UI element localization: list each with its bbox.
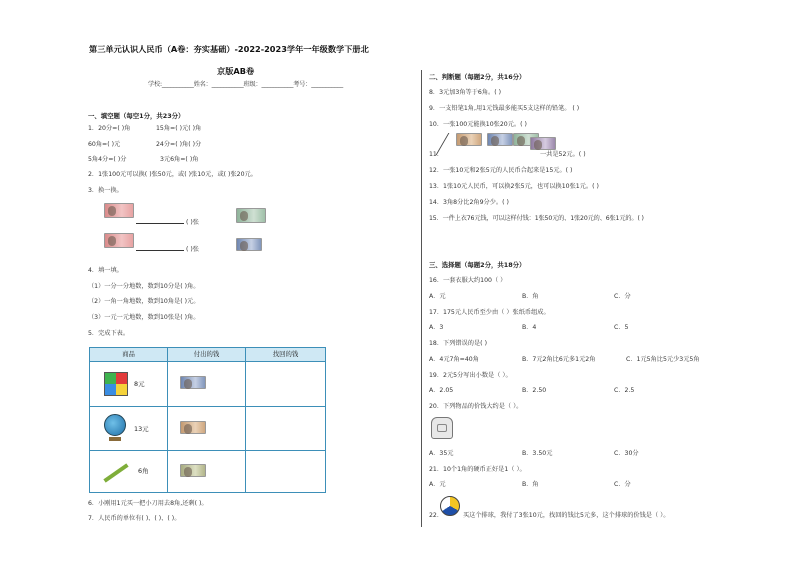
table-cell-change[interactable] [246, 451, 326, 493]
q20-option-c[interactable]: C．30分 [614, 450, 639, 457]
q22-text: 买这个排球，我付了3张10元，找回的钱比5元多，这个排球的价钱是（ ）。 [463, 512, 670, 519]
q21-option-b[interactable]: B．角 [522, 481, 539, 488]
q18-option-c[interactable]: C．1元5角比5元少3元5角 [626, 356, 700, 363]
section-fill-blank-title: 一、填空题（每空1分，共23分） [88, 112, 185, 120]
table-cell-change[interactable] [246, 362, 326, 407]
table-row [90, 407, 326, 451]
q16-option-c[interactable]: C．分 [614, 293, 631, 300]
q19-option-a[interactable]: A．2.05 [429, 387, 454, 394]
q6-text: 6．小刚用1元买一把小刀用去8角,还剩( )。 [88, 500, 208, 507]
q17-option-c[interactable]: C．5 [614, 324, 629, 331]
q15-text: 15．一件上衣76元钱，可以这样付钱：1张50元的、1张20元的、6张1元的。( ) [429, 215, 644, 222]
q19-option-b[interactable]: B．2.50 [522, 387, 547, 394]
banknote-10-image [236, 238, 262, 251]
q1-row3-a: 5角4分=( )分 [88, 156, 127, 163]
q17-option-a[interactable]: A．3 [429, 324, 444, 331]
table-cell-paid [168, 407, 246, 451]
globe-icon [104, 414, 126, 436]
banknote-100-image [104, 203, 134, 218]
q20-text: 20．下列物品的价钱大约是（ ）。 [429, 403, 523, 410]
rubiks-cube-icon [104, 372, 128, 396]
goods-price: 8元 [134, 380, 145, 388]
q16-option-a[interactable]: A．元 [429, 293, 446, 300]
q1-row2-a: 60角=( )元 [88, 141, 121, 148]
q4-1-text: （1）一分一分地数，数到10分是( )角。 [88, 283, 200, 290]
banknote-50-image [236, 208, 266, 223]
q5-text: 5．完成下表。 [88, 330, 130, 337]
q17-option-b[interactable]: B．4 [522, 324, 537, 331]
q18-text: 18．下列错误的是( ) [429, 340, 487, 347]
q1-row1-a: 1．20分=( )角 [88, 125, 131, 132]
q1-row1-b: 15角=( )元( )角 [156, 125, 202, 132]
q10-text: 10．一张100元能换10张20元。( ) [429, 121, 527, 128]
q21-option-a[interactable]: A．元 [429, 481, 446, 488]
section-judge-title: 二、判断题（每题2分，共16分） [429, 73, 526, 81]
goods-price: 13元 [134, 425, 149, 433]
table-header-paid: 付出的钱 [168, 348, 246, 362]
page-title-line2: 京版AB卷 [217, 66, 255, 76]
q8-text: 8．3元加3角等于6角。( ) [429, 89, 502, 96]
q20-option-b[interactable]: B．3.50元 [522, 450, 553, 457]
q21-option-c[interactable]: C．分 [614, 481, 631, 488]
banknote-100-image-2 [104, 233, 134, 248]
table-row [90, 451, 326, 493]
table-header-change: 找回的钱 [246, 348, 326, 362]
q1-row3-b: 3元6角=( )角 [160, 156, 199, 163]
q13-text: 13．1张10元人民币，可以换2张5元，也可以换10张1元。( ) [429, 183, 599, 190]
banknote-1-image [180, 464, 206, 477]
q21-text: 21．10个1角的硬币正好是1（ ）。 [429, 466, 526, 473]
q20-option-a[interactable]: A．35元 [429, 450, 454, 457]
q16-text: 16．一套衣服大约100（ ） [429, 277, 507, 284]
banknote-5-image [530, 137, 556, 150]
q11-suffix: 一共是52元。( ) [540, 151, 586, 158]
column-divider [421, 70, 422, 527]
q2-text: 2．1张100元可以换( )张50元，或( )张10元，或( )张20元。 [88, 171, 257, 178]
q3-blank-1: ( )张 [186, 219, 199, 226]
q1-row2-b: 24分=( )角( )分 [156, 141, 202, 148]
table-cell-goods [90, 407, 168, 451]
q19-option-c[interactable]: C．2.5 [614, 387, 635, 394]
q22-prefix: 22． [429, 512, 444, 519]
page-title-line1: 第三单元认识人民币（A卷：夯实基础）-2022-2023学年一年级数学下册北 [89, 44, 369, 54]
q18-option-b[interactable]: B．7元2角比6元多1元2角 [522, 356, 596, 363]
section-choice-title: 三、选择题（每题2分，共18分） [429, 261, 526, 269]
q12-text: 12．一张10元和2张5元的人民币合起来是15元。( ) [429, 167, 573, 174]
table-header-goods: 商品 [90, 348, 168, 362]
q9-text: 9．一支铅笔1角,用1元钱最多能买5支这样的铅笔。 ( ) [429, 105, 580, 112]
pencil-icon [103, 463, 128, 482]
banknote-20-image [180, 421, 206, 434]
table-cell-change[interactable] [246, 407, 326, 451]
table-cell-paid [168, 362, 246, 407]
connector-line-2 [136, 250, 184, 251]
connector-line-1 [136, 223, 184, 224]
table-cell-goods [90, 451, 168, 493]
table-row [90, 362, 326, 407]
q18-option-a[interactable]: A．4元7角=40角 [429, 356, 479, 363]
q11-prefix: 11． [429, 151, 444, 158]
table-cell-goods [90, 362, 168, 407]
change-table [89, 347, 326, 493]
backpack-icon [431, 417, 453, 439]
q3-text: 3．换一换。 [88, 187, 123, 194]
volleyball-icon [440, 496, 460, 516]
q4-text: 4．填一填。 [88, 267, 123, 274]
q7-text: 7．人民币的单位有( )、( )、( )。 [88, 515, 181, 522]
banknote-20-image [456, 133, 482, 146]
q19-text: 19．2元5分写出小数是（ ）。 [429, 372, 512, 379]
q16-option-b[interactable]: B．角 [522, 293, 539, 300]
banknote-10-image [487, 133, 513, 146]
q3-blank-2: ( )张 [186, 246, 199, 253]
q17-text: 17．175元人民币至少由（ ）张纸币组成。 [429, 309, 550, 316]
q14-text: 14．3角8分比2角9分少。( ) [429, 199, 509, 206]
q4-2-text: （2）一角一角地数，数到10角是( )元。 [88, 298, 200, 305]
student-info-line: 学校:___________姓名：___________班级：___________考号：___________ [148, 81, 344, 88]
goods-price: 6角 [138, 467, 149, 475]
table-cell-paid [168, 451, 246, 493]
banknote-10-image [180, 376, 206, 389]
q4-3-text: （3）一元一元地数，数到10张是( )角。 [88, 314, 200, 321]
